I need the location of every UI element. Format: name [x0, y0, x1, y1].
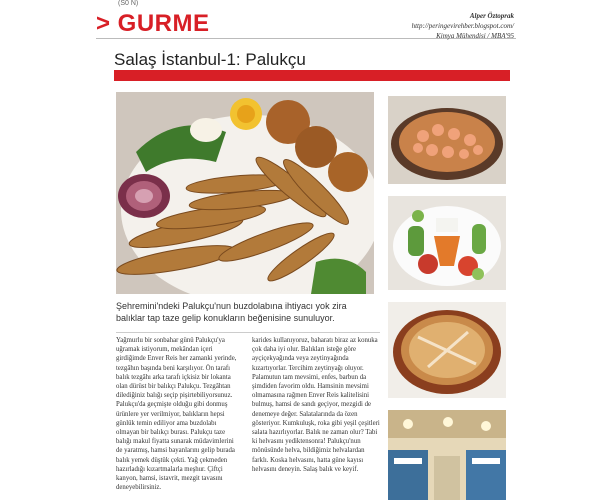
column-1-text: Yağmurlu bir sonbahar günü Palukçu'ya uğramak istiyorum, mekândan içeri girdiğimde Enver Reis her zamanki yerinde, tezgâhın başında beni karşılıyor. Ön tarafı balık tezgâhı arka tarafı içkisiz bir lokanta olan dürüst bir balıkçı Palukçu. Tezgâhtan dilediğiniz balığı seçip pişirtebiliyorsunuz. Palukçu'da geçmişte olduğu gibi donmuş ürünlere yer verilmiyor, balıkların hepsi günlük temin ediliyor ama buzdolabı olmayan bir balıkçı burası. Palukçu taze balığı makul fiyatta sunarak müdavimlerini de yaratmış, hamsi bayanlarını gelip burada balık yemek düştük çekti. Yağ çekmeden hazırladığı kızartmalarla meşhur. Çiftçi kanyon, hamsi, istavrit, mezgit tavasını deneyebilirsiniz. — [116, 337, 237, 492]
article-title: Salaş İstanbul-1: Palukçu — [114, 50, 306, 69]
author-box — [412, 11, 514, 41]
side-photo-2 — [388, 196, 506, 290]
author-role: Kimya Mühendisi / MBA'95 — [436, 32, 514, 40]
title-accent-bar — [114, 70, 510, 81]
baked-dessert-image — [388, 302, 506, 398]
section-title: > GURME — [96, 10, 210, 37]
shrimp-casserole-image — [388, 96, 506, 184]
side-photo-1 — [388, 96, 506, 184]
side-photo-4 — [388, 410, 506, 500]
article-lead: Şehremini'ndeki Palukçu'nun buzdolabına ihtiyacı yok zira balıklar tap taze gelip konukların beğenisine sunuluyor. — [116, 301, 347, 323]
fried-fish-plate-image — [116, 92, 374, 294]
author-blog-link[interactable]: http://peringevirehber.blogspot.com/ — [411, 22, 514, 30]
lead-divider — [116, 332, 380, 333]
side-photo-3 — [388, 302, 506, 398]
salad-plate-image — [388, 196, 506, 290]
column-2-text: karides kullanıyoruz, baharatı biraz az konuka çok daha iyi olur. Balıkları isteğe göre ayçiçekyağında veya zeytinyağında kızartıyorlar. Tercihim zeytinyağı oluyor. Palamutun tam mevsimi, enfes, barbun da şimdiden favorim oldu. Hamsinin mevsimi olmamasına rağmen Enver Reis kalitelisini bulmuş, hamsi de sandı geçiyor, mezgidi de denemeye değer. Salatalarında da özen gösteriyor. Kumkuluşk, roka gibi yeşil çeşitleri salata hazırlıyorlar. Balık ne zaman olur? Tabi ki helvasını yediktensonra! Palukçu'nun mönüsünde helva, bildiğimiz helvalardan farklı. Koska helvasını, hatta güne kayısı helvasını deneyin. Salaş balık ve keyif. — [252, 337, 380, 473]
top-cut-text: (S0 N) — [118, 0, 139, 7]
restaurant-interior-image — [388, 410, 506, 500]
article-column-1 — [116, 336, 240, 500]
main-photo — [116, 92, 374, 294]
author-name: Alper Öztoprak — [469, 12, 514, 20]
article-column-2 — [252, 336, 380, 500]
